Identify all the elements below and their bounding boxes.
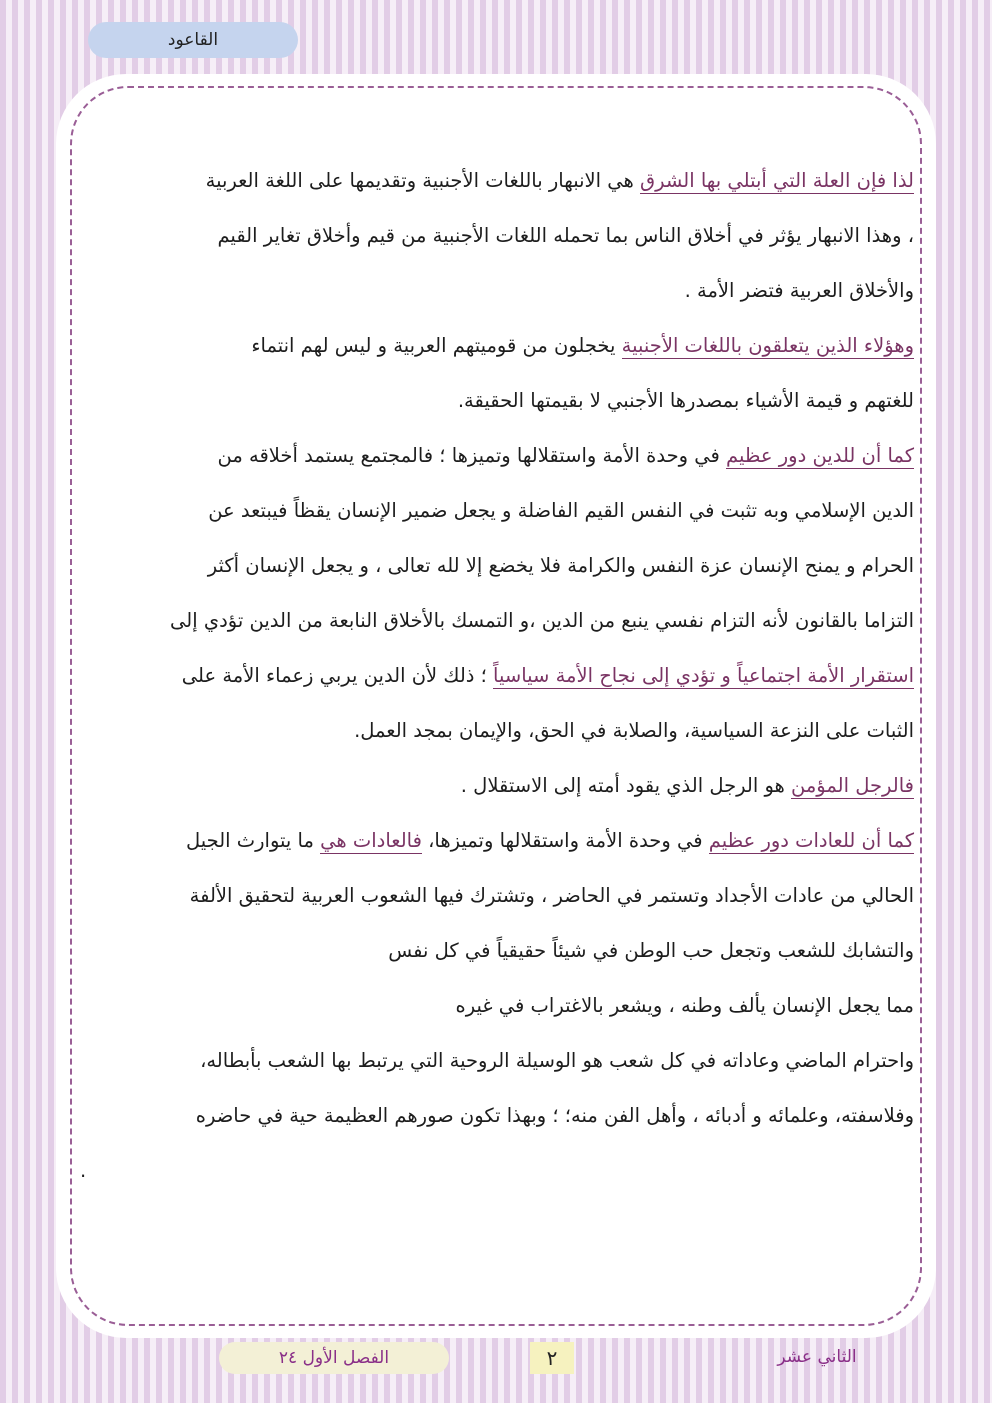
text-line: فالرجل المؤمن هو الرجل الذي يقود أمته إلى الاستقلال .	[460, 774, 914, 797]
text-line: الحرام و يمنح الإنسان عزة النفس والكرامة فلا يخضع إلا لله تعالى ، و يجعل الإنسان أكثر	[207, 554, 914, 577]
text-line: وفلاسفته، وعلمائه و أدبائه ، وأهل الفن منه؛ ؛ وبهذا تكون صورهم العظيمة حية في حاضره	[195, 1104, 914, 1127]
highlighted-phrase: لذا فإن العلة التي أبتلي بها الشرق	[640, 169, 914, 192]
text-line: وهؤلاء الذين يتعلقون باللغات الأجنبية يخجلون من قوميتهم العربية و ليس لهم انتماء	[251, 334, 914, 357]
text-line: الثبات على النزعة السياسية، والصلابة في الحق، والإيمان بمجد العمل.	[354, 719, 914, 742]
text-line: للغتهم و قيمة الأشياء بمصدرها الأجنبي لا بقيمتها الحقيقة.	[457, 389, 914, 412]
author-tab: القاعود	[88, 22, 298, 58]
text-line: استقرار الأمة اجتماعياً و تؤدي إلى نجاح الأمة سياسياً ؛ ذلك لأن الدين يربي زعماء الأمة على	[181, 664, 914, 687]
text-line: واحترام الماضي وعاداته في كل شعب هو الوسيلة الروحية التي يرتبط بها الشعب بأبطاله،	[200, 1049, 914, 1072]
text-line: الدين الإسلامي وبه تثبت في النفس القيم الفاضلة و يجعل ضمير الإنسان يقظاً فيبتعد عن	[208, 499, 914, 522]
highlighted-phrase: كما أن للعادات دور عظيم	[708, 829, 914, 852]
article-text	[80, 153, 914, 1198]
text-line: كما أن للعادات دور عظيم في وحدة الأمة واستقلالها وتميزها، فالعادات هي ما يتوارث الجيل	[185, 829, 914, 852]
text-line: ، وهذا الانبهار يؤثر في أخلاق الناس بما تحمله اللغات الأجنبية من قيم وأخلاق تغاير القيم	[217, 224, 914, 247]
footer-grade: الثاني عشر	[777, 1347, 857, 1367]
highlighted-phrase: فالرجل المؤمن	[791, 774, 914, 797]
text-line: التزاما بالقانون لأنه التزام نفسي ينبع من الدين ،و التمسك بالأخلاق النابعة من الدين تؤدي إلى	[170, 609, 914, 632]
text-line: الحالي من عادات الأجداد وتستمر في الحاضر ، وتشترك فيها الشعوب العربية لتحقيق الألفة	[189, 884, 914, 907]
text-line: لذا فإن العلة التي أبتلي بها الشرق هي الانبهار باللغات الأجنبية وتقديمها على اللغة العربية	[205, 169, 914, 192]
highlighted-phrase: وهؤلاء الذين يتعلقون باللغات الأجنبية	[621, 334, 914, 357]
text-line: مما يجعل الإنسان يألف وطنه ، ويشعر بالاغتراب في غيره	[455, 994, 914, 1017]
footer-term: الفصل الأول ٢٤	[219, 1342, 449, 1374]
highlighted-phrase: فالعادات هي	[320, 829, 422, 852]
text-line: والأخلاق العربية فتضر الأمة .	[684, 279, 914, 302]
text-line: والتشابك للشعب وتجعل حب الوطن في شيئاً حقيقياً في كل نفس	[388, 939, 914, 962]
page-number: ٢	[530, 1342, 574, 1374]
text-line: .	[80, 1159, 87, 1182]
text-line: كما أن للدين دور عظيم في وحدة الأمة واستقلالها وتميزها ؛ فالمجتمع يستمد أخلاقه من	[217, 444, 914, 467]
highlighted-phrase: استقرار الأمة اجتماعياً و تؤدي إلى نجاح الأمة سياسياً	[493, 664, 914, 687]
highlighted-phrase: كما أن للدين دور عظيم	[726, 444, 914, 467]
